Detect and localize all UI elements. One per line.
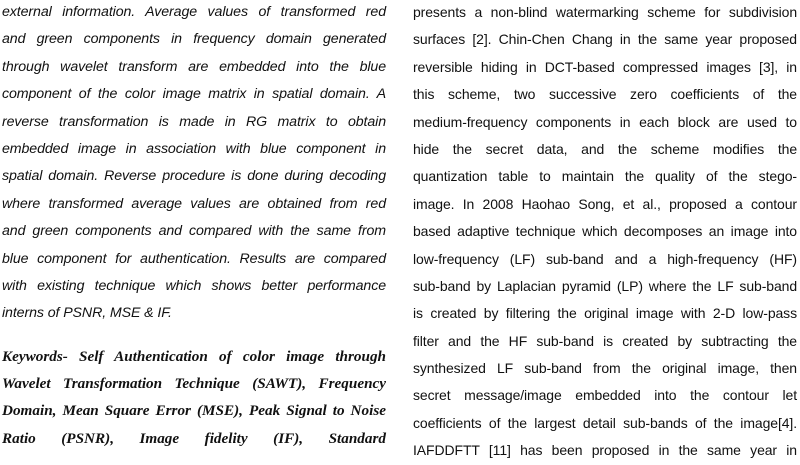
- text-line: presents a non-blind watermarking scheme for subdivision: [413, 4, 797, 20]
- left-column: [2, 0, 386, 452]
- text-line: this scheme, two successive zero coefficients of the: [413, 86, 797, 103]
- text-line: medium-frequency components in each block are used to: [413, 113, 797, 130]
- text-line: IAFDDFTT [11] has been proposed in the same year in: [413, 442, 797, 459]
- text-line: component of the color image matrix in spatial domain. A: [2, 86, 386, 103]
- text-line: reversible hiding in DCT-based compressed images [3], in: [413, 58, 797, 75]
- text-line: image. In 2008 Haohao Song, et al., proposed a contour: [413, 195, 797, 212]
- text-line: Domain, Mean Square Error (MSE), Peak Signal to Noise: [2, 402, 386, 420]
- text-line: based adaptive technique which decomposes an image into: [413, 223, 797, 240]
- abstract-text: [2, 0, 386, 328]
- text-line: synthesized LF sub-band from the original image, then: [413, 360, 797, 377]
- paragraph-gap: [2, 328, 386, 343]
- keywords-text: [2, 343, 386, 453]
- text-line: filter and the HF sub-band is created by subtracting the: [413, 332, 797, 349]
- text-line: spatial domain. Reverse procedure is done during decoding: [2, 168, 386, 185]
- right-column: [413, 0, 797, 465]
- text-line: Wavelet Transformation Technique (SAWT), Frequency: [2, 375, 386, 393]
- text-line: sub-band by Laplacian pyramid (LP) where the LF sub-band: [413, 277, 797, 294]
- text-line: external information. Average values of transformed red: [2, 4, 386, 20]
- text-line: and green components in frequency domain generated: [2, 31, 386, 48]
- text-line: coefficients of the largest detail sub-bands of the image[4].: [413, 414, 797, 431]
- text-line: quantization table to maintain the quality of the stego-: [413, 168, 797, 185]
- text-line: surfaces [2]. Chin-Chen Chang in the same year proposed: [413, 31, 797, 48]
- text-line: low-frequency (LF) sub-band and a high-frequency (HF): [413, 250, 797, 267]
- text-line: hide the secret data, and the scheme modifies the: [413, 140, 797, 157]
- text-line: with existing technique which shows better performance: [2, 277, 386, 294]
- text-line: secret message/image embedded into the contour let: [413, 387, 797, 404]
- text-line: embedded image in association with blue component in: [2, 140, 386, 157]
- text-line: and green components and compared with the same from: [2, 223, 386, 240]
- text-line: blue component for authentication. Results are compared: [2, 250, 386, 267]
- text-line: interns of PSNR, MSE & IF.: [2, 305, 172, 322]
- text-line: Ratio (PSNR), Image fidelity (IF), Standard: [2, 429, 386, 447]
- text-line: is created by filtering the original image with 2-D low-pass: [413, 305, 797, 322]
- text-line: where transformed average values are obtained from red: [2, 195, 386, 212]
- text-line: Keywords- Self Authentication of color image through: [2, 347, 386, 365]
- text-line: reverse transformation is made in RG matrix to obtain: [2, 113, 386, 130]
- text-line: through wavelet transform are embedded into the blue: [2, 58, 386, 75]
- body-text: [413, 0, 797, 465]
